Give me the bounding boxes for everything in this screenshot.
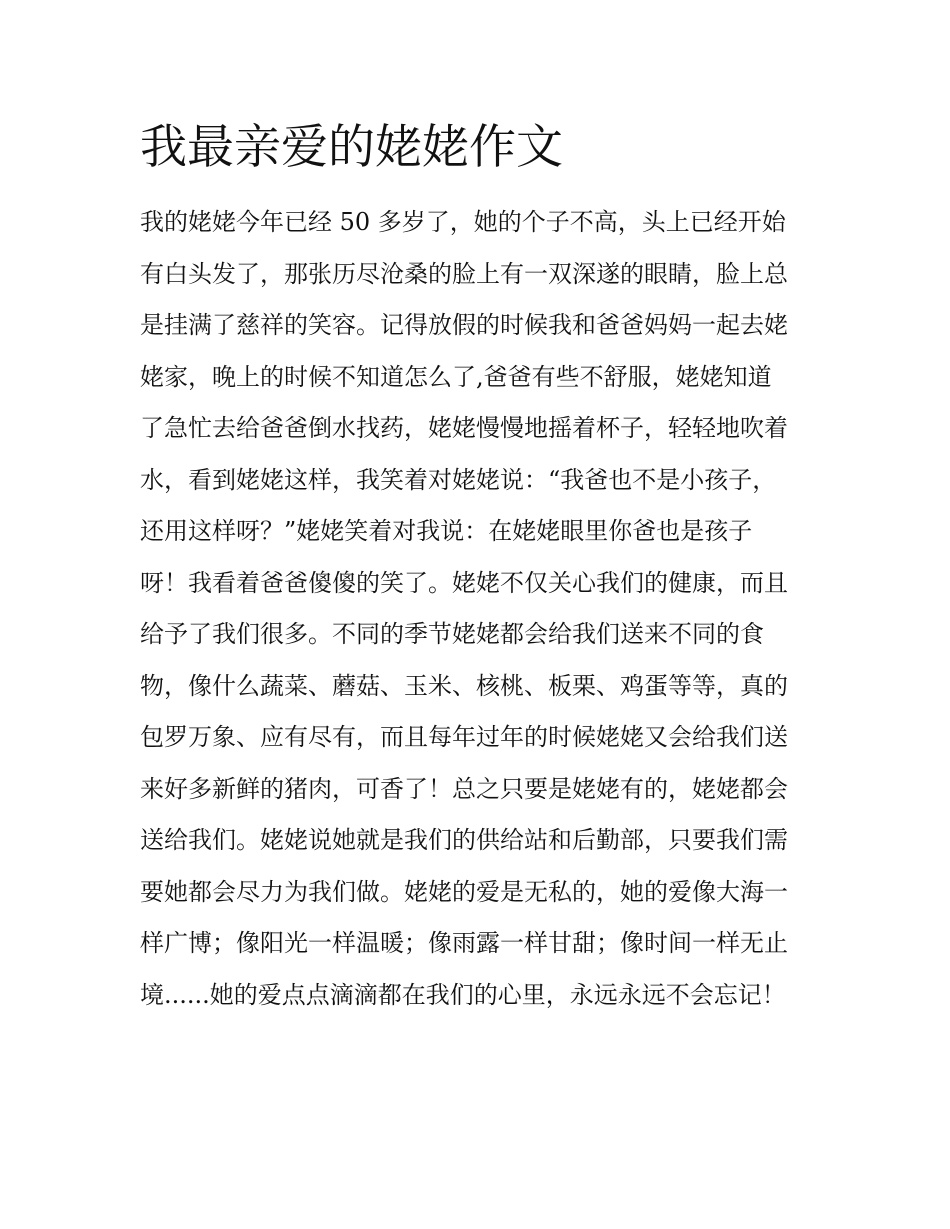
essay-line: 水，看到姥姥这样，我笑着对姥姥说：“我爸也不是小孩子，	[140, 465, 777, 494]
essay-line: 还用这样呀？”姥姥笑着对我说：在姥姥眼里你爸也是孩子	[140, 517, 753, 545]
essay-line: 了急忙去给爸爸倒水找药，姥姥慢慢地摇着杯子，轻轻地吹着	[140, 414, 788, 442]
essay-line: 来好多新鲜的猪肉，可香了！总之只要是姥姥有的，姥姥都会	[140, 774, 788, 803]
essay-line: 有白头发了，那张历尽沧桑的脸上有一双深遂的眼睛，脸上总	[140, 259, 788, 288]
essay-line: 样广博；像阳光一样温暖；像雨露一样甘甜；像时间一样无止	[140, 929, 788, 957]
essay-line: 物，像什么蔬菜、蘑菇、玉米、核桃、板栗、鸡蛋等等，真的	[140, 671, 788, 700]
essay-line: 境......她的爱点点滴滴都在我们的心里，永远永远不会忘记！	[140, 980, 786, 1009]
document-title: 我最亲爱的姥姥作文	[140, 120, 563, 175]
essay-line: 是挂满了慈祥的笑容。记得放假的时候我和爸爸妈妈一起去姥	[140, 311, 788, 339]
essay-line: 送给我们。姥姥说她就是我们的供给站和后勤部，只要我们需	[140, 826, 788, 854]
essay-line: 我的姥姥今年已经 50 多岁了，她的个子不高，头上已经开始	[140, 208, 786, 236]
essay-line: 包罗万象、应有尽有，而且每年过年的时候姥姥又会给我们送	[140, 723, 788, 751]
essay-line: 呀！我看着爸爸傻傻的笑了。姥姥不仅关心我们的健康，而且	[140, 568, 788, 597]
essay-line: 姥家，晚上的时候不知道怎么了,爸爸有些不舒服，姥姥知道	[140, 362, 772, 391]
essay-line: 给予了我们很多。不同的季节姥姥都会给我们送来不同的食	[140, 620, 764, 648]
essay-line: 要她都会尽力为我们做。姥姥的爱是无私的，她的爱像大海一	[140, 877, 788, 906]
essay-body	[140, 201, 820, 1025]
